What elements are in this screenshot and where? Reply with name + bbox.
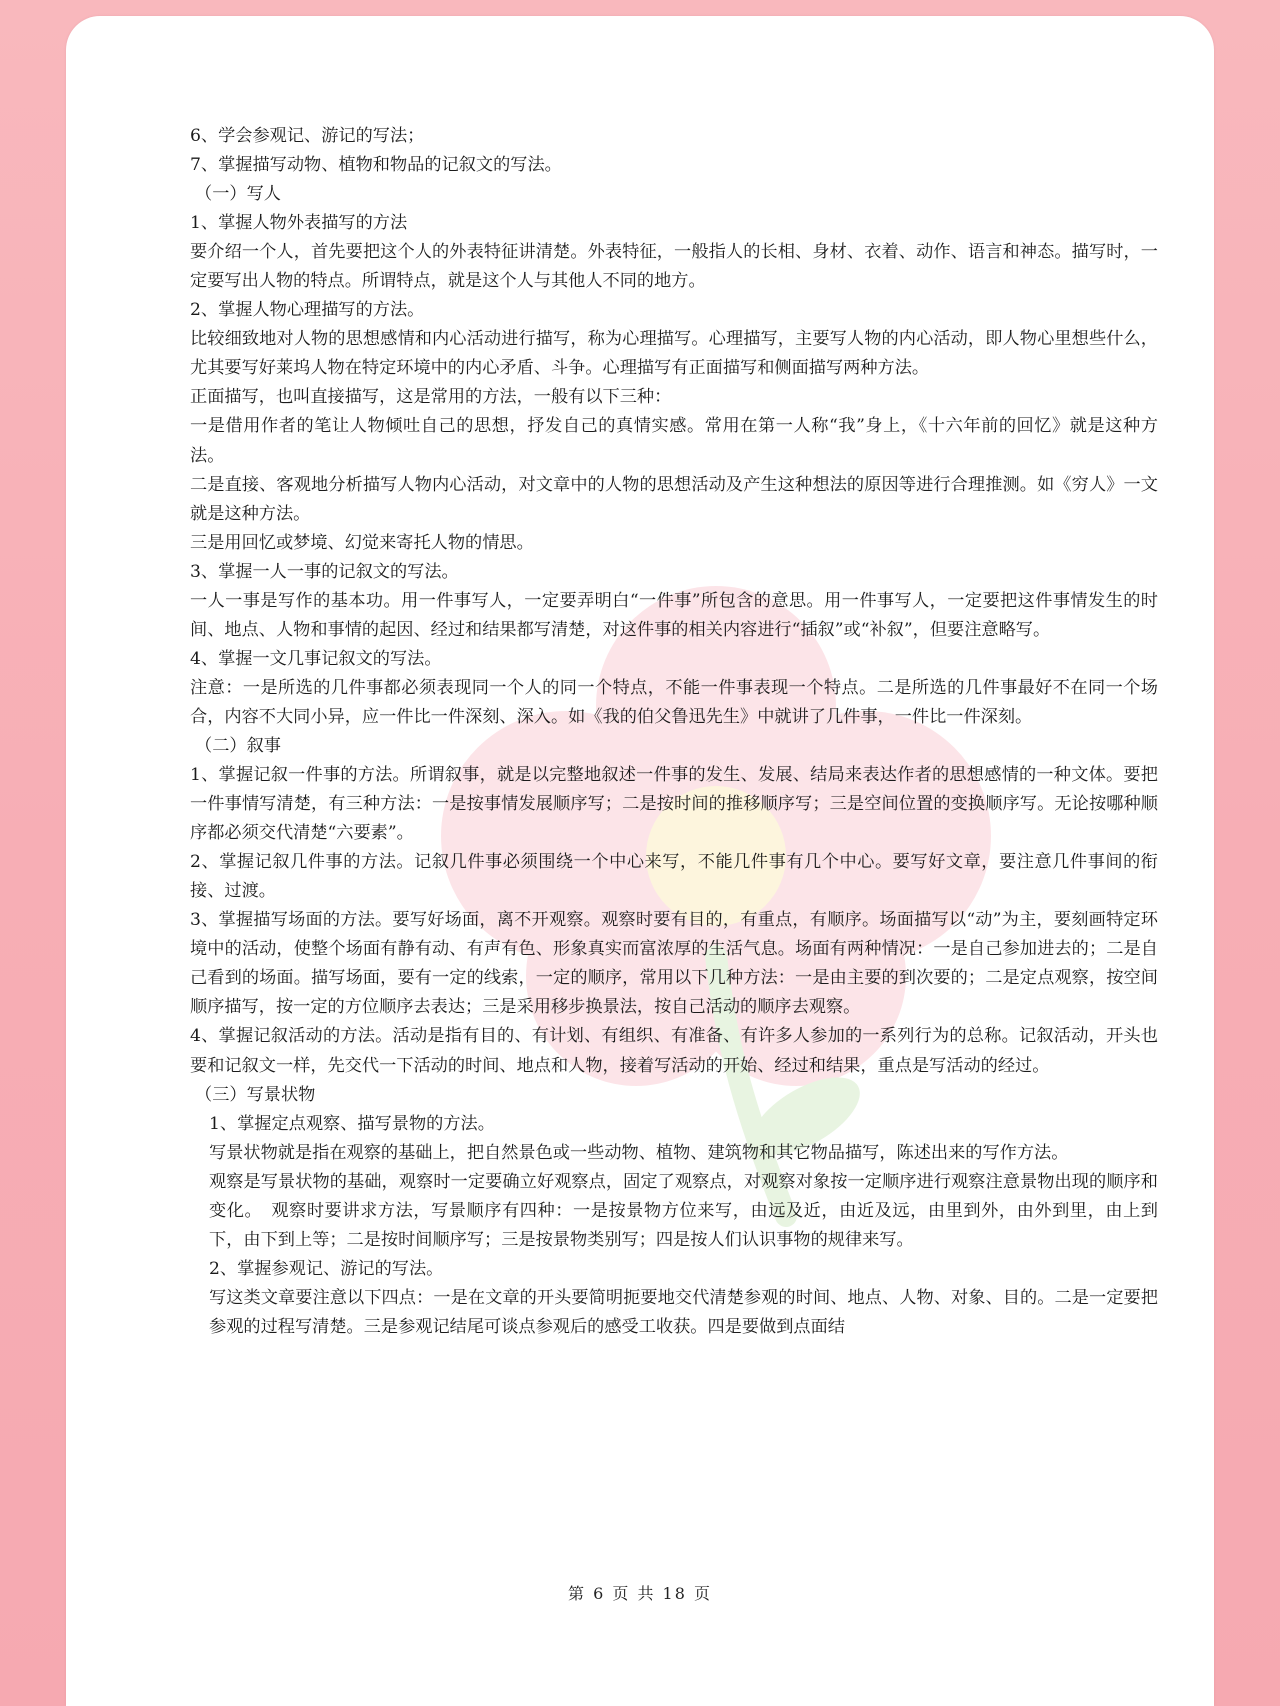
paragraph: 2、掌握参观记、游记的写法。: [209, 1258, 444, 1279]
paragraph: 3、掌握描写场面的方法。要写好场面，离不开观察。观察时要有目的，有重点，有顺序。场面描写以“动”为主，要刻画特定环境中的活动，使整个场面有静有动、有声有色、形象真实而富浓厚的生活气息。场面有两种情况：一是自己参加进去的；二是自己看到的场面。描写场面，要有一定的线索，一定的顺序，常用以下几种方法：一是由主要的到次要的；二是定点观察，按空间顺序描写，按一定的方位顺序去表达；三是采用移步换景法，按自己活动的顺序去观察。: [190, 910, 1158, 1018]
paragraph: 1、掌握人物外表描写的方法: [190, 213, 408, 234]
page-number: 第 6 页 共 18 页: [568, 1584, 712, 1603]
paragraph: 观察是写景状物的基础，观察时一定要确立好观察点，固定了观察点，对观察对象按一定顺序进行观察注意景物出现的顺序和变化。 观察时要讲求方法，写景顺序有四种：一是按景物方位来写，由远及近，由近及远，由里到外，由外到里，由上到下，由下到上等；二是按时间顺序写；三是按景物类别写；四是按人们认识事物的规律来写。: [209, 1171, 1158, 1250]
paragraph: 6、学会参观记、游记的写法；: [190, 126, 425, 146]
paragraph: 注意：一是所选的几件事都必须表现同一个人的同一个特点，不能一件事表现一个特点。二是所选的几件事最好不在同一个场合，内容不大同小异，应一件比一件深刻、深入。如《我的伯父鲁迅先生》中就讲了几件事，一件比一件深刻。: [190, 677, 1158, 727]
paragraph: 7、掌握描写动物、植物和物品的记叙文的写法。: [190, 155, 562, 176]
section-heading: （三）写景状物: [195, 1084, 316, 1105]
paragraph: 4、掌握一文几事记叙文的写法。: [190, 648, 442, 669]
paragraph: 2、掌握记叙几件事的方法。记叙几件事必须围绕一个中心来写，不能几件事有几个中心。要写好文章，要注意几件事间的衔接、过渡。: [190, 852, 1158, 902]
section-heading: （二）叙事: [195, 735, 281, 756]
paragraph: 比较细致地对人物的思想感情和内心活动进行描写，称为心理描写。心理描写，主要写人物的内心活动，即人物心里想些什么，尤其要写好莱坞人物在特定环境中的内心矛盾、斗争。心理描写有正面描写和侧面描写两种方法。: [190, 329, 1158, 379]
paragraph: 4、掌握记叙活动的方法。活动是指有目的、有计划、有组织、有准备、有许多人参加的一系列行为的总称。记叙活动，开头也要和记叙文一样，先交代一下活动的时间、地点和人物，接着写活动的开始、经过和结果，重点是写活动的经过。: [190, 1026, 1158, 1076]
paragraph: 写这类文章要注意以下四点：一是在文章的开头要简明扼要地交代清楚参观的时间、地点、人物、对象、目的。二是一定要把参观的过程写清楚。三是参观记结尾可谈点参观后的感受工收获。四是要做到点面结: [209, 1287, 1158, 1337]
document-page: [66, 16, 1214, 1706]
paragraph: 1、掌握记叙一件事的方法。所谓叙事，就是以完整地叙述一件事的发生、发展、结局来表达作者的思想感情的一种文体。要把一件事情写清楚，有三种方法：一是按事情发展顺序写；二是按时间的推移顺序写；三是空间位置的变换顺序写。无论按哪种顺序都必须交代清楚“六要素”。: [190, 765, 1158, 844]
paragraph: 正面描写，也叫直接描写，这是常用的方法，一般有以下三种：: [190, 387, 672, 408]
paragraph: 3、掌握一人一事的记叙文的写法。: [190, 561, 459, 582]
paragraph: 二是直接、客观地分析描写人物内心活动，对文章中的人物的思想活动及产生这种想法的原因等进行合理推测。如《穷人》一文就是这种方法。: [190, 474, 1158, 524]
paragraph: 要介绍一个人，首先要把这个人的外表特征讲清楚。外表特征，一般指人的长相、身材、衣着、动作、语言和神态。描写时，一定要写出人物的特点。所谓特点，就是这个人与其他人不同的地方。: [190, 242, 1158, 292]
paragraph: 一是借用作者的笔让人物倾吐自己的思想，抒发自己的真情实感。常用在第一人称“我”身上，《十六年前的回忆》就是这种方法。: [190, 416, 1158, 466]
paragraph: 1、掌握定点观察、描写景物的方法。: [209, 1113, 495, 1134]
paragraph: 写景状物就是指在观察的基础上，把自然景色或一些动物、植物、建筑物和其它物品描写，陈述出来的写作方法。: [209, 1142, 1069, 1163]
section-heading: （一）写人: [195, 184, 281, 205]
paragraph: 三是用回忆或梦境、幻觉来寄托人物的情思。: [190, 532, 534, 553]
document-body: [190, 122, 1158, 1342]
paragraph: 2、掌握人物心理描写的方法。: [190, 300, 425, 321]
paragraph: 一人一事是写作的基本功。用一件事写人，一定要弄明白“一件事”所包含的意思。用一件事写人，一定要把这件事情发生的时间、地点、人物和事情的起因、经过和结果都写清楚，对这件事的相关内容进行“插叙”或“补叙”，但要注意略写。: [190, 590, 1158, 640]
